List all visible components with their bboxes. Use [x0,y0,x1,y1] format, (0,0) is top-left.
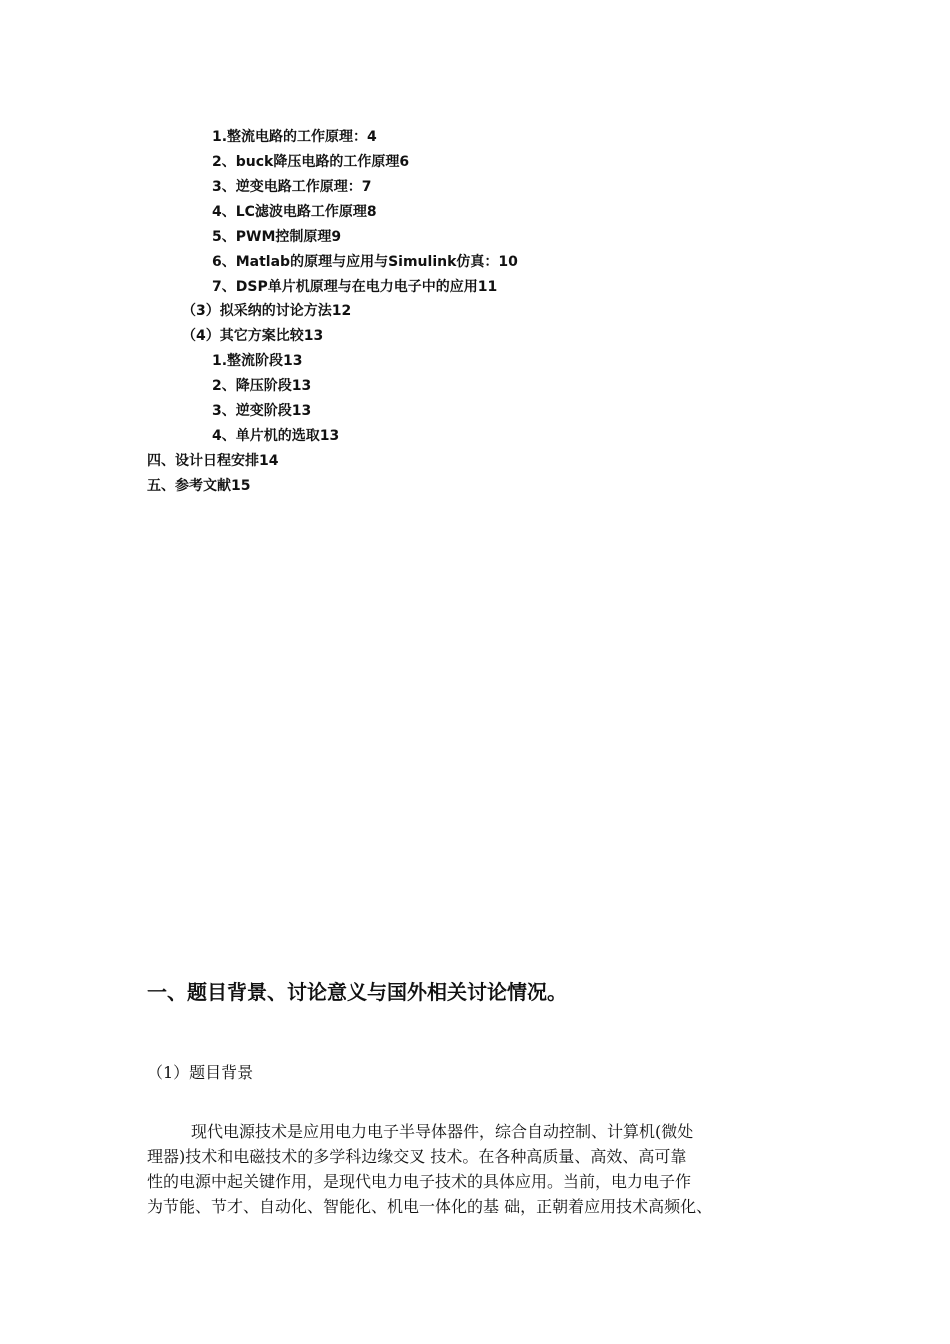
toc-item[interactable]: 2、buck降压电路的工作原理6 [212,154,410,170]
toc-item[interactable]: （4）其它方案比较13 [182,328,324,344]
toc-item[interactable]: 7、DSP单片机原理与在电力电子中的应用11 [212,279,498,295]
paragraph-line: 理器)技术和电磁技术的多学科边缘交叉 技术。在各种高质量、高效、高可靠 [147,1147,687,1166]
toc-item[interactable]: 四、设计日程安排14 [147,453,279,469]
toc-item[interactable]: 2、降压阶段13 [212,378,312,394]
body-paragraph [147,1119,827,1219]
toc-item[interactable]: 4、LC滤波电路工作原理8 [212,204,377,220]
toc-item[interactable]: 1.整流阶段13 [212,353,303,369]
section-subheading: （1）题目背景 [147,1063,254,1082]
toc-item[interactable]: 5、PWM控制原理9 [212,229,342,245]
paragraph-line: 性的电源中起关键作用，是现代电力电子技术的具体应用。当前，电力电子作 [147,1172,692,1191]
toc-item[interactable]: 3、逆变阶段13 [212,403,312,419]
paragraph-line: 现代电源技术是应用电力电子半导体器件，综合自动控制、计算机(微处 [191,1122,694,1141]
toc-item[interactable]: 6、Matlab的原理与应用与Simulink仿真：10 [212,254,518,270]
toc-item[interactable]: 4、单片机的选取13 [212,428,340,444]
toc-item[interactable]: 1.整流电路的工作原理：4 [212,129,377,145]
paragraph-line: 为节能、节才、自动化、智能化、机电一体化的基 础，正朝着应用技术高频化、 [147,1197,713,1216]
toc-item[interactable]: 3、逆变电路工作原理：7 [212,179,372,195]
section-heading: 一、题目背景、讨论意义与国外相关讨论情况。 [147,980,567,1004]
toc-item[interactable]: （3）拟采纳的讨论方法12 [182,303,352,319]
toc-item[interactable]: 五、参考文献15 [147,478,251,494]
